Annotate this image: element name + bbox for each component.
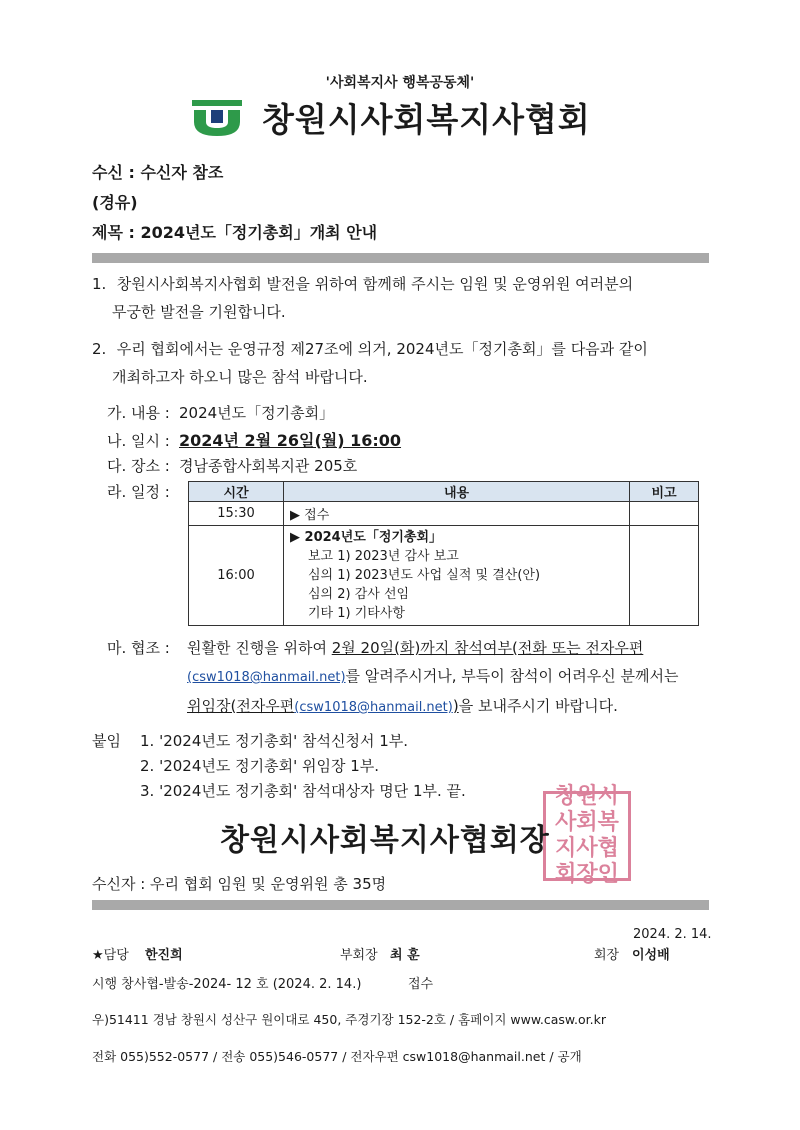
table-row [189,526,699,626]
email-link[interactable]: (csw1018@hanmail.net) [187,670,346,685]
agenda-item: 기타 1) 기타사항 [308,606,405,621]
detail-label: 마. 협조 : [107,639,170,657]
paragraph-text: 창원시사회복지사협회 발전을 위하여 함께해 주시는 임원 및 운영위원 여러분의 [116,275,634,293]
content-cell [284,526,630,626]
slogan: '사회복지사 행복공동체' [325,75,475,91]
detail-schedule-label [107,481,179,502]
contact-line: 전화 055)552-0577 / 전송 055)546-0577 / 전자우편 csw1018@hanmail.net / 공개 [92,1049,582,1064]
recipient-line: 수신 : 수신자 참조 [92,163,224,182]
address-line: 우)51411 경남 창원시 성산구 원이대로 450, 주경기장 152-2호 / 홈페이지 www.casw.or.kr [92,1012,606,1027]
time-cell: 16:00 [189,526,284,626]
detail-date [107,428,401,451]
divider-bar [92,253,709,263]
column-header: 비고 [630,482,699,502]
column-header: 내용 [284,482,630,502]
paragraph-2 [92,335,707,391]
org-title: 창원시사회복지사협회 [262,100,591,139]
attachment-item: 1. '2024년도 정기총회' 참석신청서 1부. [140,732,408,750]
agenda-item: 심의 2) 감사 선임 [308,587,410,602]
via-line: (경유) [92,193,138,212]
manager-name: 한진희 [145,948,183,963]
paragraph-number: 1. [92,275,107,293]
note-cell [630,502,699,526]
detail-label: 나. 일시 : [107,432,170,450]
detail-label: 라. 일정 : [107,483,170,501]
table-header-row [189,482,699,502]
agenda-item: 심의 1) 2023년도 사업 실적 및 결산(안) [308,568,541,583]
detail-place [107,455,357,476]
paragraph-1 [92,270,707,326]
content-cell: ▶ 접수 [284,502,630,526]
detail-value: 2024년도「정기총회」 [179,404,335,422]
cooperation-section [107,634,678,722]
paragraph-text: 개최하고자 하오니 많은 참석 바랍니다. [112,368,368,386]
paragraph-text: 무궁한 발전을 기원합니다. [112,303,286,321]
agenda-title: ▶ 2024년도「정기총회」 [290,530,443,545]
document-date: 2024. 2. 14. [633,927,712,942]
cooperation-deadline: 2월 20일(화)까지 참석여부(전화 또는 전자우편 [331,639,644,657]
vice-name: 최 훈 [390,948,420,963]
enforcement-line: 시행 창사협-발송-2024- 12 호 (2024. 2. 14.) [92,977,362,992]
detail-label: 가. 내용 : [107,404,170,422]
column-header: 시간 [189,482,284,502]
event-datetime: 2024년 2월 26일(월) 16:00 [179,431,402,450]
proxy-label: 위임장(전자우편 [187,697,295,715]
cooperation-text: 원활한 진행을 위하여 [187,639,332,657]
subject-line: 제목 : 2024년도「정기총회」개최 안내 [92,223,378,242]
president-name: 이성배 [632,948,670,963]
agenda-item: 보고 1) 2023년 감사 보고 [308,549,459,564]
manager-label: ★담당 [92,948,129,963]
attachment-item: 3. '2024년도 정기총회' 참석대상자 명단 1부. 끝. [140,782,466,800]
president-label: 회장 [594,948,620,963]
association-logo-icon [192,100,242,136]
detail-label: 다. 장소 : [107,457,170,475]
proxy-close: ) [452,697,459,715]
sender-signature: 창원시사회복지사협회장 [220,823,550,858]
note-cell [630,526,699,626]
attachment-item: 2. '2024년도 정기총회' 위임장 1부. [140,757,380,775]
table-row [189,502,699,526]
recipients-line: 수신자 : 우리 협회 임원 및 운영위원 총 35명 [92,875,387,893]
divider-bar [92,900,709,910]
receipt-label: 접수 [408,977,434,992]
schedule-table [188,481,699,626]
time-cell: 15:30 [189,502,284,526]
cooperation-text: 을 보내주시기 바랍니다. [458,697,618,715]
paragraph-number: 2. [92,340,107,358]
official-seal: 창원시사회복지사협회장인 [543,791,631,881]
paragraph-text: 우리 협회에서는 운영규정 제27조에 의거, 2024년도「정기총회」를 다음과 같이 [116,340,648,358]
vice-label: 부회장 [340,948,378,963]
detail-value: 경남종합사회복지관 205호 [179,457,358,475]
attachments-label: 붙임 [92,732,121,750]
detail-content [107,402,334,423]
cooperation-text: 를 알려주시거나, 부득이 참석이 어려우신 분께서는 [345,667,679,685]
email-link[interactable]: (csw1018@hanmail.net) [294,700,453,715]
